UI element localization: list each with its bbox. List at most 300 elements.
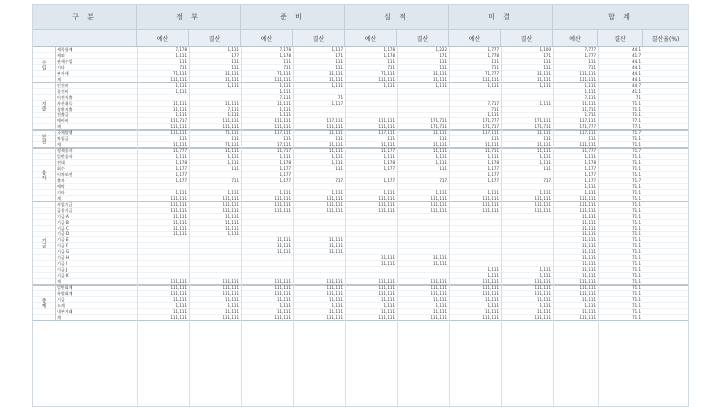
cell-value: 111,111 xyxy=(534,285,551,290)
cell-value: 71,111 xyxy=(225,130,239,136)
cell-value: 11,111 xyxy=(537,148,551,154)
cell-value xyxy=(345,101,397,106)
cell-value: 1,111 xyxy=(279,88,291,94)
row-label: 기금 E xyxy=(57,237,69,243)
cell-value xyxy=(345,89,397,94)
cell-value: 111,111 xyxy=(430,285,447,290)
cell-value: 111,111 xyxy=(534,195,551,201)
cell-value: 11,111 xyxy=(485,296,499,302)
cell-value: 11,111 xyxy=(225,76,239,82)
header-corner: 구 분 xyxy=(33,5,137,29)
cell-value: 171,777 xyxy=(579,124,596,130)
row-label: 출자 xyxy=(57,177,65,183)
cell-value: 111 xyxy=(231,58,239,64)
cell-value: 111 xyxy=(231,166,239,171)
cell-value: 117,111 xyxy=(274,130,291,136)
cell-value: 111 xyxy=(335,166,343,171)
cell-value xyxy=(189,184,241,189)
cell-value: 717 xyxy=(335,177,343,183)
cell-value xyxy=(345,95,397,100)
cell-value: 111,111 xyxy=(378,76,395,82)
cell-value xyxy=(241,261,293,266)
cell-value: 1,111 xyxy=(539,267,551,273)
cell-value: 1,177 xyxy=(584,171,596,177)
cell-value: 11,111 xyxy=(277,296,291,302)
cell-value: 171,717 xyxy=(482,124,499,130)
cell-value: 111,111 xyxy=(579,207,596,213)
header-sub: 예산 xyxy=(553,30,598,46)
cell-value: 111,111 xyxy=(579,290,596,296)
cell-value: 71.1 xyxy=(632,136,641,142)
cell-value: 1,111 xyxy=(539,154,551,160)
cell-value: 1,111 xyxy=(487,82,499,88)
cell-value: 11,111 xyxy=(582,261,596,267)
row-label: 기타 xyxy=(57,64,65,70)
cell-value: 71.1 xyxy=(632,237,641,243)
cell-value: 7,111 xyxy=(584,94,596,100)
cell-value xyxy=(449,231,501,236)
cell-value xyxy=(449,261,501,266)
section-label: 지출 xyxy=(33,83,56,131)
cell-value: 71.1 xyxy=(632,213,641,219)
cell-value: 1,111 xyxy=(539,302,551,308)
cell-value: 111,111 xyxy=(482,290,499,296)
cell-value: 1,178 xyxy=(279,52,291,58)
section-label: 기금 xyxy=(33,202,56,285)
cell-value: 111,111 xyxy=(222,201,239,207)
cell-value: 11,111 xyxy=(537,308,551,314)
cell-value: 111,111 xyxy=(579,70,596,76)
cell-value: 11,111 xyxy=(537,130,551,136)
cell-value: 111,111 xyxy=(482,201,499,207)
cell-value xyxy=(397,226,449,231)
cell-value: 111 xyxy=(491,58,499,64)
cell-value xyxy=(137,184,189,189)
cell-value: 11,111 xyxy=(582,237,596,243)
cell-value: 1,111 xyxy=(227,82,239,88)
row-label: 자산취득 xyxy=(57,100,73,106)
cell-value: 11,111 xyxy=(433,296,447,302)
cell-value: 11,111 xyxy=(225,219,239,225)
cell-value xyxy=(293,231,345,236)
cell-value: 711 xyxy=(588,64,596,70)
cell-value: 71.1 xyxy=(632,255,641,261)
cell-value: 1,111 xyxy=(279,112,291,118)
cell-value: 111,111 xyxy=(170,285,187,290)
cell-value: 1,111 xyxy=(435,82,447,88)
cell-value: 111,111 xyxy=(579,201,596,207)
cell-value: 117,111 xyxy=(579,118,596,124)
cell-value: 111 xyxy=(335,136,343,142)
cell-value: 11,111 xyxy=(225,213,239,219)
cell-value: 71,111 xyxy=(381,70,395,76)
row-label: 기타 xyxy=(57,189,65,195)
cell-value: 111 xyxy=(335,58,343,64)
cell-value: 71,111 xyxy=(225,142,239,148)
cell-value xyxy=(501,214,553,219)
cell-value xyxy=(397,214,449,219)
cell-value: 11,111 xyxy=(582,308,596,314)
row-label: 정책융자 xyxy=(57,148,73,154)
header-sub: 결산율(%) xyxy=(651,35,680,43)
section-label: 총계 xyxy=(33,285,56,321)
cell-value: 71.1 xyxy=(632,112,641,118)
cell-value: 711 xyxy=(491,106,499,112)
cell-value: 111,111 xyxy=(222,195,239,201)
row-label: 회수 xyxy=(57,166,65,171)
cell-value xyxy=(189,89,241,94)
header-sub: 결산 xyxy=(598,30,643,46)
cell-value: 71.1 xyxy=(632,195,641,201)
cell-value: 11,111 xyxy=(582,273,596,279)
row-label: 국채발행 xyxy=(57,130,73,136)
cell-value: 111,111 xyxy=(534,290,551,296)
row-label: 예탁 xyxy=(57,183,65,189)
cell-value: 111,111 xyxy=(482,195,499,201)
cell-value: 711 xyxy=(283,64,291,70)
cell-value: 7,111 xyxy=(227,106,239,112)
cell-value: 11,111 xyxy=(277,100,291,106)
cell-value xyxy=(449,226,501,231)
cell-value xyxy=(501,112,553,117)
cell-value: 1,111 xyxy=(227,302,239,308)
header-sub: 예산 xyxy=(241,30,293,46)
cell-value: 11,111 xyxy=(582,255,596,261)
cell-value: 11,111 xyxy=(582,243,596,249)
cell-value: 71.1 xyxy=(632,219,641,225)
row-label: 계 xyxy=(57,314,61,320)
header-group: 정 부 xyxy=(137,5,241,29)
cell-value: 171,711 xyxy=(430,124,447,130)
cell-value: 44.1 xyxy=(632,47,641,52)
cell-value: 1,177 xyxy=(383,177,395,183)
cell-value: 111,111 xyxy=(170,76,187,82)
cell-value: 11,111 xyxy=(329,70,343,76)
cell-value: 1,111 xyxy=(227,112,239,118)
cell-value: 1,178 xyxy=(383,160,395,166)
cell-value xyxy=(501,249,553,254)
cell-value xyxy=(241,255,293,260)
cell-value: 11,111 xyxy=(225,100,239,106)
cell-value xyxy=(241,267,293,272)
cell-value: 1,777 xyxy=(487,47,499,52)
cell-value: 17,111 xyxy=(277,142,291,148)
cell-value xyxy=(345,184,397,189)
cell-value: 111,111 xyxy=(326,285,343,290)
cell-value: 1,177 xyxy=(175,177,187,183)
cell-value: 1,111 xyxy=(584,189,596,195)
cell-value: 711 xyxy=(387,64,395,70)
cell-value xyxy=(501,255,553,260)
header-group: 합 계 xyxy=(608,13,633,21)
cell-value: 71.1 xyxy=(632,243,641,249)
cell-value xyxy=(293,261,345,266)
cell-value: 44.7 xyxy=(632,82,641,88)
cell-value: 71,111 xyxy=(277,70,291,76)
cell-value: 11,111 xyxy=(433,130,447,136)
cell-value: 11,111 xyxy=(537,76,551,82)
cell-value: 11,111 xyxy=(582,231,596,237)
cell-value xyxy=(449,237,501,242)
cell-value: 111,111 xyxy=(534,314,551,320)
row-label: 계 xyxy=(57,124,61,130)
cell-value: 1,111 xyxy=(331,160,343,166)
cell-value: 1,222 xyxy=(435,47,447,52)
cell-value: 111,111 xyxy=(274,314,291,320)
cell-value: 1,177 xyxy=(487,171,499,177)
cell-value xyxy=(397,231,449,236)
cell-value: 111,111 xyxy=(326,195,343,201)
cell-value: 1,111 xyxy=(584,183,596,189)
cell-value xyxy=(293,172,345,177)
cell-value: 11,111 xyxy=(277,243,291,249)
cell-value xyxy=(345,243,397,248)
row-label: 상환지출 xyxy=(57,106,73,112)
cell-value: 7,777 xyxy=(584,47,596,52)
cell-value: 117,111 xyxy=(579,130,596,136)
cell-value xyxy=(345,237,397,242)
cell-value: 71.1 xyxy=(632,231,641,237)
cell-value: 7,178 xyxy=(175,47,187,52)
cell-value: 1,111 xyxy=(539,160,551,166)
cell-value: 1,111 xyxy=(435,302,447,308)
header-group-row xyxy=(33,5,688,30)
cell-value xyxy=(397,249,449,254)
cell-value xyxy=(137,267,189,272)
cell-value: 1,111 xyxy=(175,52,187,58)
cell-value xyxy=(345,273,397,278)
cell-value: 171,711 xyxy=(430,118,447,124)
cell-value: 71.1 xyxy=(632,207,641,213)
cell-value: 111,111 xyxy=(170,124,187,130)
cell-value: 711 xyxy=(179,64,187,70)
cell-value: 111 xyxy=(231,64,239,70)
cell-value: 111,111 xyxy=(482,76,499,82)
row-label: 세목합계 xyxy=(57,47,73,52)
cell-value xyxy=(397,95,449,100)
header-sub: 예산 xyxy=(449,30,501,46)
cell-value: 111,111 xyxy=(534,279,551,285)
column-divider xyxy=(345,47,346,406)
cell-value xyxy=(501,243,553,248)
cell-value xyxy=(189,237,241,242)
cell-value: 11,111 xyxy=(329,148,343,154)
cell-value: 1,177 xyxy=(383,166,395,171)
row-label: 예비비 xyxy=(57,118,69,124)
cell-value: 71,777 xyxy=(485,70,499,76)
cell-value: 11,111 xyxy=(173,106,187,112)
cell-value: 171 xyxy=(439,52,447,58)
cell-value xyxy=(137,95,189,100)
cell-value xyxy=(501,95,553,100)
cell-value xyxy=(137,261,189,266)
cell-value: 1,111 xyxy=(383,82,395,88)
cell-value: 111 xyxy=(439,166,447,171)
cell-value: 1,178 xyxy=(383,52,395,58)
cell-value: 71.1 xyxy=(632,279,641,285)
cell-value: 111,111 xyxy=(482,285,499,290)
row-label: 기금 F xyxy=(57,243,69,249)
cell-value xyxy=(397,89,449,94)
cell-value xyxy=(501,226,553,231)
table-body xyxy=(33,47,688,406)
cell-value: 111 xyxy=(543,166,551,171)
cell-value xyxy=(293,184,345,189)
cell-value xyxy=(293,89,345,94)
cell-value: 111,111 xyxy=(222,207,239,213)
cell-value: 111,111 xyxy=(170,290,187,296)
cell-value: 11,111 xyxy=(582,249,596,255)
cell-value: 11,111 xyxy=(485,142,499,148)
cell-value xyxy=(501,184,553,189)
cell-value: 111,111 xyxy=(378,290,395,296)
cell-value: 1,111 xyxy=(539,189,551,195)
row-label: 기금 H xyxy=(57,255,70,261)
cell-value: 171 xyxy=(543,52,551,58)
cell-value: 1,111 xyxy=(175,112,187,118)
cell-value: 1,111 xyxy=(227,160,239,166)
cell-value: 71 xyxy=(635,94,641,100)
cell-value xyxy=(189,249,241,254)
cell-value: 11,111 xyxy=(537,142,551,148)
cell-value: 111,111 xyxy=(170,195,187,201)
row-label: 계 xyxy=(57,142,61,148)
cell-value xyxy=(189,255,241,260)
cell-value: 111,111 xyxy=(430,314,447,320)
cell-value: 1,117 xyxy=(331,100,343,106)
cell-value: 111,111 xyxy=(378,124,395,130)
cell-value: 111 xyxy=(335,64,343,70)
header-sub: 결산 xyxy=(293,30,345,46)
cell-value: 11,111 xyxy=(225,70,239,76)
cell-value: 71.1 xyxy=(632,183,641,189)
row-label: 기금 C xyxy=(57,225,69,231)
cell-value: 1,111 xyxy=(175,189,187,195)
cell-value xyxy=(449,95,501,100)
cell-value: 1,111 xyxy=(331,154,343,160)
cell-value xyxy=(345,267,397,272)
cell-value: 1,111 xyxy=(175,302,187,308)
cell-value: 11,111 xyxy=(173,308,187,314)
cell-value: 71.1 xyxy=(632,302,641,308)
cell-value: 1,111 xyxy=(227,231,239,237)
cell-value: 1,111 xyxy=(487,112,499,118)
cell-value: 11,111 xyxy=(582,213,596,219)
cell-value: 1,177 xyxy=(279,171,291,177)
cell-value: 111,717 xyxy=(170,118,187,124)
column-divider xyxy=(449,47,450,406)
cell-value: 111,111 xyxy=(274,76,291,82)
cell-value: 111,111 xyxy=(222,285,239,290)
cell-value: 11,111 xyxy=(173,142,187,148)
cell-value: 11,111 xyxy=(329,142,343,148)
cell-value: 1,178 xyxy=(584,160,596,166)
cell-value xyxy=(345,214,397,219)
cell-value: 11,711 xyxy=(485,148,499,154)
cell-value: 111,111 xyxy=(482,207,499,213)
cell-value: 1,111 xyxy=(435,189,447,195)
cell-value: 71.1 xyxy=(632,160,641,166)
cell-value: 7,178 xyxy=(279,47,291,52)
cell-value: 111,111 xyxy=(430,290,447,296)
header-group: 실 적 xyxy=(345,5,449,29)
cell-value: 1,177 xyxy=(487,177,499,183)
cell-value: 1,111 xyxy=(584,88,596,94)
cell-value xyxy=(345,112,397,117)
cell-value: 1,111 xyxy=(487,267,499,273)
cell-value: 1,111 xyxy=(539,100,551,106)
cell-value: 171,711 xyxy=(534,124,551,130)
header-sub: 예산 xyxy=(345,30,397,46)
cell-value: 1,111 xyxy=(539,273,551,279)
cell-value xyxy=(449,89,501,94)
cell-value: 111,111 xyxy=(378,279,395,285)
cell-value: 111,111 xyxy=(534,207,551,213)
cell-value: 111 xyxy=(387,136,395,142)
section-divider xyxy=(33,320,688,321)
row-label: 기금 J xyxy=(57,267,68,273)
cell-value xyxy=(293,220,345,225)
cell-value: 111,111 xyxy=(274,290,291,296)
cell-value: 111,111 xyxy=(579,142,596,148)
cell-value: 11,111 xyxy=(381,308,395,314)
cell-value xyxy=(293,112,345,117)
header-sub-blank xyxy=(33,30,137,46)
cell-value: 111,111 xyxy=(326,207,343,213)
cell-value xyxy=(345,220,397,225)
cell-value: 71 xyxy=(337,94,343,100)
cell-value: 71.1 xyxy=(632,290,641,296)
row-label: 기금 B xyxy=(57,219,69,225)
cell-value xyxy=(397,243,449,248)
row-label: 이차보전 xyxy=(57,171,73,177)
cell-value: 71.1 xyxy=(632,225,641,231)
cell-value xyxy=(189,243,241,248)
cell-value: 71.1 xyxy=(632,106,641,112)
cell-value: 1,711 xyxy=(584,112,596,118)
cell-value: 11,111 xyxy=(582,219,596,225)
cell-value: 77.1 xyxy=(632,124,641,130)
cell-value: 41.1 xyxy=(632,88,641,94)
cell-value: 111,111 xyxy=(274,118,291,124)
cell-value: 71.1 xyxy=(632,100,641,106)
cell-value: 111,111 xyxy=(378,285,395,290)
cell-value: 111,111 xyxy=(579,314,596,320)
cell-value: 111,111 xyxy=(274,207,291,213)
row-label: 소계 xyxy=(57,302,65,308)
cell-value: 1,111 xyxy=(487,154,499,160)
cell-value: 1,111 xyxy=(279,82,291,88)
cell-value: 111,111 xyxy=(430,207,447,213)
cell-value: 111,111 xyxy=(378,201,395,207)
cell-value: 117,111 xyxy=(378,130,395,136)
cell-value: 1,111 xyxy=(227,47,239,52)
cell-value: 111,111 xyxy=(579,279,596,285)
cell-value xyxy=(397,101,449,106)
cell-value: 11,111 xyxy=(433,142,447,148)
row-label: 계 xyxy=(57,279,61,285)
cell-value: 717 xyxy=(439,177,447,183)
cell-value: 71.1 xyxy=(632,166,641,171)
cell-value xyxy=(137,243,189,248)
cell-value: 1,111 xyxy=(435,154,447,160)
cell-value: 1,111 xyxy=(331,302,343,308)
cell-value xyxy=(397,237,449,242)
cell-value: 111 xyxy=(543,64,551,70)
cell-value: 111,111 xyxy=(579,76,596,82)
cell-value xyxy=(501,261,553,266)
cell-value: 1,111 xyxy=(279,302,291,308)
